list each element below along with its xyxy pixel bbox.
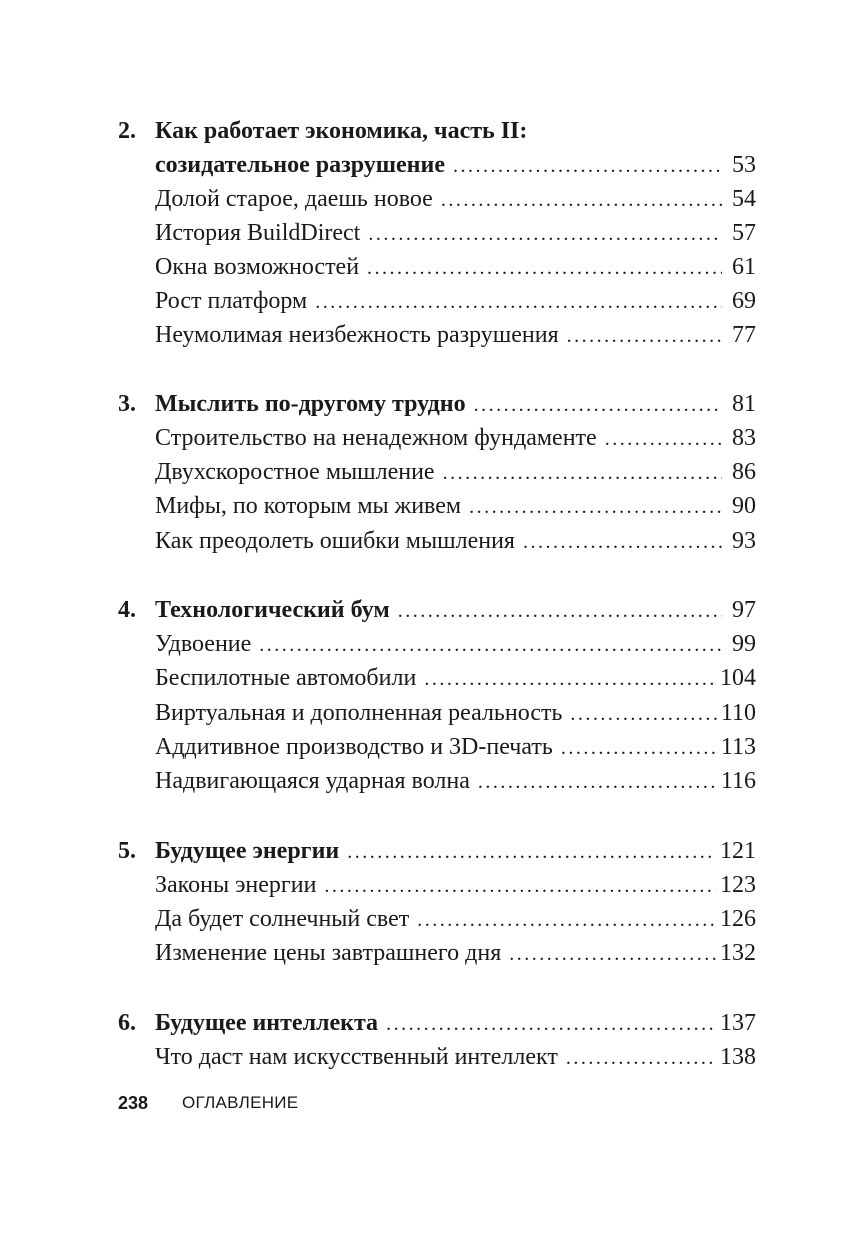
- dot-leader: [315, 285, 722, 319]
- page-number: 77: [732, 322, 756, 348]
- page-number: 138: [720, 1044, 756, 1070]
- page-number: 97: [732, 597, 756, 623]
- toc-entry-section[interactable]: [155, 1040, 756, 1074]
- toc-entry-section[interactable]: [155, 421, 756, 455]
- dot-leader: [523, 525, 722, 559]
- toc-entry-chapter[interactable]: [155, 387, 756, 421]
- toc-entry-section[interactable]: [155, 868, 756, 902]
- dot-leader: [566, 1041, 716, 1075]
- dot-leader: [443, 456, 722, 490]
- toc-entry-section[interactable]: [155, 182, 756, 216]
- page-number: 81: [732, 391, 756, 417]
- dot-leader: [509, 937, 716, 971]
- dot-leader: [368, 217, 722, 251]
- section-title: Мифы, по которым мы живем: [155, 493, 462, 519]
- chapter-title: Будущее энергии: [155, 838, 340, 864]
- dot-leader: [570, 697, 716, 731]
- section-title: Строительство на ненадежном фундаменте: [155, 425, 597, 451]
- section-title: Двухскоростное мышление: [155, 459, 435, 485]
- dot-leader: [469, 490, 722, 524]
- page-number: 86: [732, 459, 756, 485]
- page-number: 53: [732, 152, 756, 178]
- dot-leader: [474, 388, 722, 422]
- page-number: 104: [720, 665, 756, 691]
- section-title: Изменение цены завтрашнего дня: [155, 940, 502, 966]
- toc-entry-section[interactable]: [155, 696, 756, 730]
- section-title: Да будет солнечный свет: [155, 906, 410, 932]
- dot-leader: [605, 422, 722, 456]
- page-number: 57: [732, 220, 756, 246]
- chapter-number: 2.: [118, 118, 136, 144]
- toc-entry-chapter[interactable]: [155, 1006, 756, 1040]
- page-number: 90: [732, 493, 756, 519]
- toc-entry-section[interactable]: [155, 764, 756, 798]
- toc-entry-section[interactable]: [155, 318, 756, 352]
- section-title: Аддитивное производство и 3D-печать: [155, 734, 553, 760]
- toc-entry-section[interactable]: [155, 902, 756, 936]
- page-number: 113: [720, 734, 756, 760]
- toc-entry-chapter[interactable]: [155, 148, 756, 182]
- section-title: Долой старое, даешь новое: [155, 186, 433, 212]
- chapter-title: Мыслить по-другому трудно: [155, 391, 466, 417]
- dot-leader: [324, 869, 716, 903]
- dot-leader: [417, 903, 716, 937]
- section-title: Неумолимая неизбежность разрушения: [155, 322, 559, 348]
- page-number: 126: [720, 906, 756, 932]
- page-number: 69: [732, 288, 756, 314]
- dot-leader: [441, 183, 722, 217]
- page-number: 123: [720, 872, 756, 898]
- toc-entry-section[interactable]: [155, 730, 756, 764]
- chapter-title: Технологический бум: [155, 597, 390, 623]
- page-number: 61: [732, 254, 756, 280]
- chapter-number: 4.: [118, 597, 136, 623]
- toc-entry-section[interactable]: [155, 250, 756, 284]
- footer-page-number: 238: [118, 1093, 149, 1113]
- page-number: 83: [732, 425, 756, 451]
- chapter-number: 5.: [118, 838, 136, 864]
- toc-entry-section[interactable]: [155, 661, 756, 695]
- page-number: 132: [720, 940, 756, 966]
- page-number: 99: [732, 631, 756, 657]
- dot-leader: [367, 251, 722, 285]
- toc-entry-section[interactable]: [155, 524, 756, 558]
- section-title: История BuildDirect: [155, 220, 361, 246]
- page-number: 93: [732, 528, 756, 554]
- section-title: Надвигающаяся ударная волна: [155, 768, 470, 794]
- chapter-title-line1: [155, 114, 527, 148]
- toc-entry-section[interactable]: [155, 284, 756, 318]
- section-title: Что даст нам искусственный интеллект: [155, 1044, 558, 1070]
- section-title: Как преодолеть ошибки мышления: [155, 528, 515, 554]
- section-title: Законы энергии: [155, 872, 317, 898]
- toc-entry-chapter[interactable]: [155, 593, 756, 627]
- chapter-title: Будущее интеллекта: [155, 1010, 379, 1036]
- chapter-number: 3.: [118, 391, 136, 417]
- dot-leader: [347, 835, 716, 869]
- toc-entry-section[interactable]: [155, 936, 756, 970]
- dot-leader: [567, 319, 722, 353]
- toc-entry-section[interactable]: [155, 627, 756, 661]
- page-number: 121: [720, 838, 756, 864]
- toc-entry-section[interactable]: [155, 489, 756, 523]
- footer-section-label: ОГЛАВЛЕНИЕ: [182, 1093, 299, 1112]
- toc-entry-section[interactable]: [155, 455, 756, 489]
- toc-entry-chapter[interactable]: [155, 834, 756, 868]
- page-number: 137: [720, 1010, 756, 1036]
- section-title: Рост платформ: [155, 288, 308, 314]
- section-title: Виртуальная и дополненная реальность: [155, 700, 563, 726]
- chapter-number: 6.: [118, 1010, 136, 1036]
- toc-entry-section[interactable]: [155, 216, 756, 250]
- dot-leader: [424, 662, 716, 696]
- page-number: 110: [720, 700, 756, 726]
- dot-leader: [561, 731, 717, 765]
- page-number: 54: [732, 186, 756, 212]
- chapter-title: Как работает экономика, часть II:: [155, 118, 528, 144]
- chapter-title: созидательное разрушение: [155, 152, 445, 178]
- page-number: 116: [720, 768, 756, 794]
- dot-leader: [398, 594, 722, 628]
- dot-leader: [259, 628, 722, 662]
- dot-leader: [386, 1007, 716, 1041]
- section-title: Удвоение: [155, 631, 252, 657]
- section-title: Беспилотные автомобили: [155, 665, 417, 691]
- section-title: Окна возможностей: [155, 254, 360, 280]
- dot-leader: [453, 149, 722, 183]
- dot-leader: [478, 765, 717, 799]
